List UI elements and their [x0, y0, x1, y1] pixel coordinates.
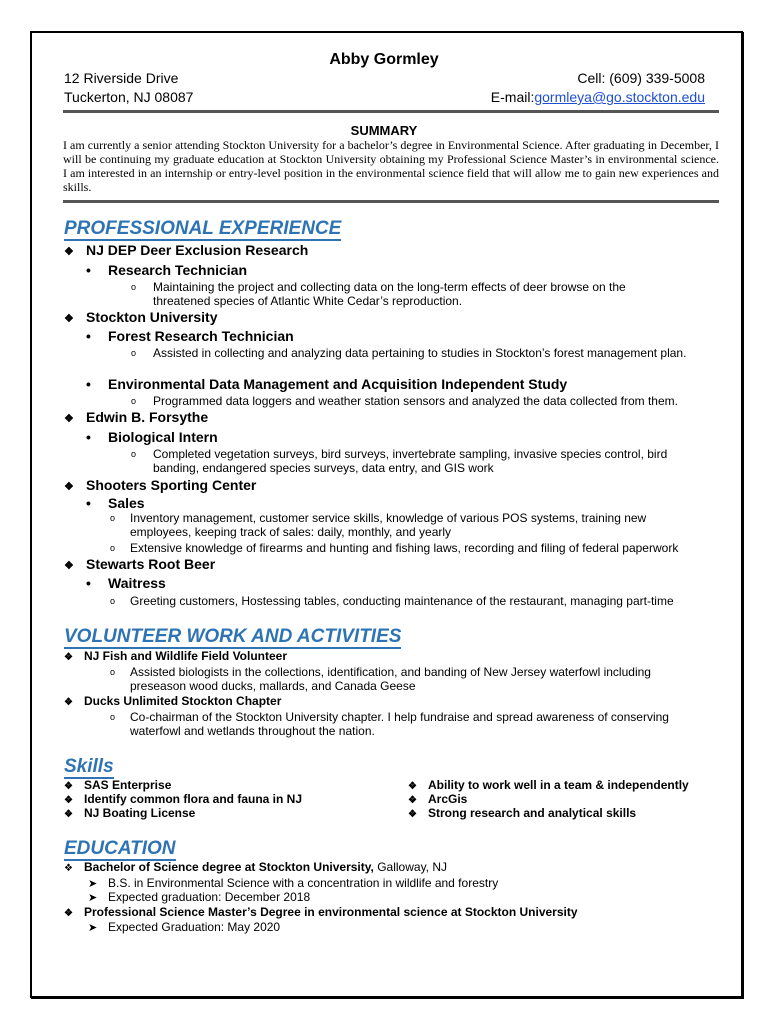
section-volunteer-work: VOLUNTEER WORK AND ACTIVITIES	[64, 626, 402, 647]
diamond-bullet-icon: ❖	[64, 652, 73, 663]
degree-bachelor-detail-1: ➤ B.S. in Environmental Science with a concentration in wildlife and forestry	[88, 876, 499, 890]
detail-forest-research: Assisted in collecting and analyzing data pertaining to studies in Stockton’s forest management plan.	[153, 346, 687, 360]
bullet-icon: •	[86, 495, 91, 511]
diamond-bullet-icon: ❖	[64, 809, 73, 820]
detail-nj-fish-wildlife: Assisted biologists in the collections, identification, and banding of New Jersey waterfowl including preseason wood ducks, mallards, and Canada Geese	[130, 665, 651, 693]
circle-bullet-icon: o	[110, 667, 116, 677]
section-professional-experience: PROFESSIONAL EXPERIENCE	[64, 218, 342, 239]
detail-biological-intern: Completed vegetation surveys, bird surveys, invertebrate sampling, invasive species control, bird banding, endangered species surveys, data entry, and GIS work	[153, 447, 668, 475]
arrow-bullet-icon: ➤	[88, 892, 98, 904]
bullet-icon: •	[86, 376, 91, 392]
detail-sales-2: Extensive knowledge of firearms and hunting and fishing laws, recording and filing of federal paperwork	[130, 541, 679, 555]
org-stewarts-root-beer: ❖ Stewarts Root Beer	[64, 556, 216, 572]
summary-text: I am currently a senior attending Stockton University for a bachelor’s degree in Environmental Science. After graduating in December, I will be continuing my graduate education at Stockton University obtaining my Professional Science Master’s in environmental science. I am interested in an internship or entry-level position in the environmental science field that will allow me to gain new experiences and skills.	[63, 138, 719, 194]
circle-bullet-icon: o	[110, 596, 116, 606]
diamond-bullet-icon: ❖	[64, 795, 73, 806]
diamond-bullet-icon: ❖	[64, 908, 73, 919]
diamond-bullet-icon: ❖	[64, 863, 73, 874]
degree-psm: ❖ Professional Science Master’s Degree in environmental science at Stockton University	[64, 905, 578, 919]
circle-bullet-icon: o	[131, 348, 137, 358]
summary-divider	[63, 200, 719, 203]
volunteer-nj-fish-wildlife: ❖ NJ Fish and Wildlife Field Volunteer	[64, 649, 288, 663]
detail-waitress: Greeting customers, Hostessing tables, conducting maintenance of the restaurant, managing part-time	[130, 594, 674, 608]
role-sales: • Sales	[86, 495, 145, 511]
section-education: EDUCATION	[64, 838, 176, 859]
circle-bullet-icon: o	[110, 543, 116, 553]
diamond-bullet-icon: ❖	[64, 481, 74, 493]
arrow-bullet-icon: ➤	[88, 878, 98, 890]
skill-teamwork: ❖ Ability to work well in a team & independently	[408, 778, 689, 792]
degree-psm-detail-1: ➤ Expected Graduation: May 2020	[88, 920, 281, 934]
circle-bullet-icon: o	[131, 396, 137, 406]
org-shooters-sporting-center: ❖ Shooters Sporting Center	[64, 477, 257, 493]
skill-boating-license: ❖ NJ Boating License	[64, 806, 196, 820]
summary-title: SUMMARY	[350, 123, 418, 138]
diamond-bullet-icon: ❖	[64, 560, 74, 572]
org-stockton-university: ❖ Stockton University	[64, 309, 218, 325]
circle-bullet-icon: o	[131, 449, 137, 459]
email-row	[491, 89, 705, 105]
arrow-bullet-icon: ➤	[88, 922, 98, 934]
diamond-bullet-icon: ❖	[64, 413, 74, 425]
volunteer-ducks-unlimited: ❖ Ducks Unlimited Stockton Chapter	[64, 694, 282, 708]
role-waitress: • Waitress	[86, 575, 166, 591]
detail-independent-study: Programmed data loggers and weather station sensors and analyzed the data collected from them.	[153, 394, 678, 408]
email-label: E-mail:	[490, 89, 535, 105]
diamond-bullet-icon: ❖	[64, 246, 74, 258]
section-skills: Skills	[64, 756, 114, 777]
skill-sas: ❖ SAS Enterprise	[64, 778, 172, 792]
diamond-bullet-icon: ❖	[408, 809, 417, 820]
skill-arcgis: ❖ ArcGis	[408, 792, 468, 806]
circle-bullet-icon: o	[131, 282, 137, 292]
address-line-1: 12 Riverside Drive	[64, 70, 179, 86]
detail-deer-research: Maintaining the project and collecting data on the long-term effects of deer browse on the threatened species of Atlantic White Cedar’s reproduction.	[153, 280, 626, 308]
address-line-2: Tuckerton, NJ 08087	[64, 89, 194, 105]
role-research-technician: • Research Technician	[86, 262, 248, 278]
detail-ducks-unlimited: Co-chairman of the Stockton University chapter. I help fundraise and spread awareness of conserving waterfowl and wetlands throughout the nation.	[130, 710, 669, 738]
bullet-icon: •	[86, 575, 91, 591]
role-biological-intern: • Biological Intern	[86, 429, 218, 445]
org-edwin-forsythe: ❖ Edwin B. Forsythe	[64, 409, 209, 425]
bullet-icon: •	[86, 429, 91, 445]
role-forest-research-technician: • Forest Research Technician	[86, 328, 294, 344]
email-link[interactable]: gormleya@go.stockton.edu	[534, 89, 705, 105]
diamond-bullet-icon: ❖	[408, 795, 417, 806]
degree-bachelor-detail-2: ➤ Expected graduation: December 2018	[88, 890, 311, 904]
header-divider	[63, 110, 719, 113]
bullet-icon: •	[86, 262, 91, 278]
diamond-bullet-icon: ❖	[64, 313, 74, 325]
diamond-bullet-icon: ❖	[408, 781, 417, 792]
circle-bullet-icon: o	[110, 712, 116, 722]
diamond-bullet-icon: ❖	[64, 781, 73, 792]
skill-flora-fauna: ❖ Identify common flora and fauna in NJ	[64, 792, 303, 806]
role-independent-study: • Environmental Data Management and Acquisition Independent Study	[86, 376, 568, 392]
resume-name: Abby Gormley	[329, 51, 439, 68]
circle-bullet-icon: o	[110, 513, 116, 523]
diamond-bullet-icon: ❖	[64, 697, 73, 708]
cell-phone: Cell: (609) 339-5008	[577, 70, 705, 86]
org-nj-dep: ❖ NJ DEP Deer Exclusion Research	[64, 242, 309, 258]
detail-sales-1: Inventory management, customer service skills, knowledge of various POS systems, training new employees, keeping track of sales: daily, monthly, and yearly	[130, 511, 647, 539]
skill-research: ❖ Strong research and analytical skills	[408, 806, 637, 820]
degree-bachelor: ❖ Bachelor of Science degree at Stockton University, Galloway, NJ	[64, 860, 448, 874]
bullet-icon: •	[86, 328, 91, 344]
